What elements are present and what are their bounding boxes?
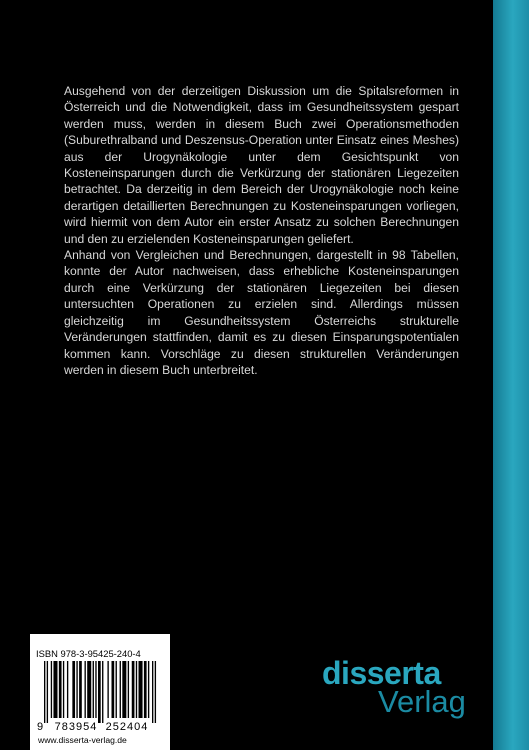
barcode-digit-first: 9	[37, 721, 44, 733]
publisher-logo-verlag: Verlag	[378, 684, 466, 719]
publisher-logo-disserta: disserta	[322, 655, 441, 691]
barcode-image	[36, 661, 164, 733]
back-cover-blurb	[64, 83, 459, 378]
blurb-paragraph-1: Ausgehend von der derzeitigen Diskussion um die Spitalsreformen in Österreich und die Notwendigkeit, dass im Gesundheitssystem gespart werden muss, werden in diesem Buch zwei Operationsmethoden (Suburethralband und Deszensus-Operation unter Einsatz eines Meshes) aus der Urogynäkologie unter dem Gesichtspunkt von Kosteneinsparungen durch die Verkürzung der stationären Liegezeiten betrachtet. Da derzeitig in dem Bereich der Urogynäkologie noch keine derartigen detaillierten Berechnungen zu Kosteneinsparungen vorliegen, wird hiermit von dem Autor ein erster Ansatz zu solchen Berechnungen und den zu erzielenden Kosteneinsparungen geliefert.	[64, 84, 459, 246]
isbn-label: ISBN 978-3-95425-240-4	[36, 648, 141, 659]
publisher-website: www.disserta-verlag.de	[38, 735, 127, 745]
barcode-digits-right: 252404	[105, 721, 149, 733]
barcode-bars	[44, 661, 156, 723]
blurb-paragraph-2: Anhand von Vergleichen und Berechnungen, dargestellt in 98 Tabellen, konnte der Autor nachweisen, dass erhebliche Kosteneinsparungen durch eine Verkürzung der stationären Liegezeiten bei diesen untersuchten Operationen zu erzielen sind. Allerdings müssen gleichzeitig im Gesundheitssystem Österreichs strukturelle Veränderungen stattfinden, damit es zu diesen Einsparungspotentialen kommen kann. Vorschläge zu diesen strukturellen Veränderungen werden in diesem Buch unterbreitet.	[64, 248, 459, 377]
barcode-digits-left: 783954	[54, 721, 98, 733]
teal-spine-strip	[493, 0, 529, 750]
barcode-panel	[30, 634, 170, 750]
